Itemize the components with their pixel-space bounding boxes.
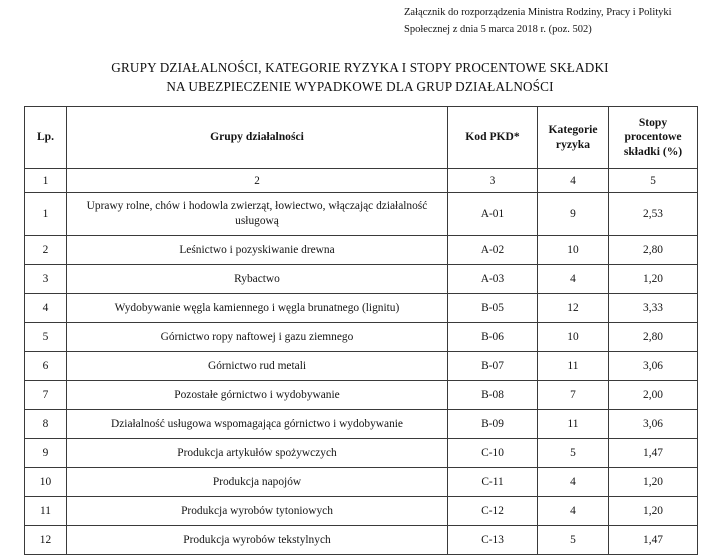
column-header-group: Grupy działalności [67, 107, 448, 169]
cell-lp: 8 [25, 410, 67, 439]
cell-lp: 4 [25, 294, 67, 323]
cell-rate: 1,20 [609, 468, 698, 497]
cell-category: 4 [538, 265, 609, 294]
column-number-1: 1 [25, 169, 67, 193]
cell-rate: 2,53 [609, 193, 698, 236]
column-header-rate-line-1: Stopy [638, 115, 668, 129]
table-row [25, 193, 698, 236]
table-row [25, 468, 698, 497]
table-body [25, 193, 698, 555]
table-header-row [25, 107, 698, 169]
table-row [25, 352, 698, 381]
cell-rate: 3,06 [609, 410, 698, 439]
column-number-4: 4 [538, 169, 609, 193]
column-header-category-line-1: Kategorie [548, 123, 598, 136]
cell-category: 4 [538, 497, 609, 526]
cell-rate: 2,00 [609, 381, 698, 410]
cell-group: Górnictwo rud metali [67, 352, 448, 381]
cell-lp: 11 [25, 497, 67, 526]
cell-category: 10 [538, 236, 609, 265]
page-title-line-2: NA UBEZPIECZENIE WYPADKOWE DLA GRUP DZIAŁALNOŚCI [166, 79, 554, 94]
cell-category: 10 [538, 323, 609, 352]
cell-lp: 1 [25, 193, 67, 236]
cell-rate: 2,80 [609, 236, 698, 265]
cell-lp: 12 [25, 526, 67, 555]
page-title [0, 58, 720, 96]
page-title-line-1: GRUPY DZIAŁALNOŚCI, KATEGORIE RYZYKA I STOPY PROCENTOWE SKŁADKI [111, 60, 609, 75]
column-header-rate [609, 107, 698, 169]
cell-lp: 6 [25, 352, 67, 381]
column-number-3: 3 [448, 169, 538, 193]
column-header-category-line-2: ryzyka [555, 137, 591, 151]
cell-group: Wydobywanie węgla kamiennego i węgla brunatnego (lignitu) [67, 294, 448, 323]
cell-pkd: C-13 [448, 526, 538, 555]
cell-category: 7 [538, 381, 609, 410]
cell-group: Leśnictwo i pozyskiwanie drewna [67, 236, 448, 265]
cell-pkd: C-11 [448, 468, 538, 497]
table-row [25, 439, 698, 468]
cell-category: 11 [538, 352, 609, 381]
cell-category: 11 [538, 410, 609, 439]
column-header-rate-line-3: składki (%) [623, 144, 683, 158]
column-header-pkd: Kod PKD* [448, 107, 538, 169]
document-reference [404, 4, 704, 38]
table-row [25, 381, 698, 410]
cell-lp: 2 [25, 236, 67, 265]
table-row [25, 526, 698, 555]
risk-table-container [24, 106, 697, 555]
cell-category: 5 [538, 439, 609, 468]
cell-pkd: C-10 [448, 439, 538, 468]
column-number-2: 2 [67, 169, 448, 193]
column-number-5: 5 [609, 169, 698, 193]
cell-group: Działalność usługowa wspomagająca górnictwo i wydobywanie [67, 410, 448, 439]
cell-lp: 7 [25, 381, 67, 410]
cell-rate: 1,20 [609, 265, 698, 294]
cell-rate: 3,06 [609, 352, 698, 381]
table-row [25, 497, 698, 526]
cell-pkd: C-12 [448, 497, 538, 526]
table-row [25, 265, 698, 294]
cell-pkd: A-01 [448, 193, 538, 236]
cell-lp: 5 [25, 323, 67, 352]
cell-group: Rybactwo [67, 265, 448, 294]
cell-category: 12 [538, 294, 609, 323]
document-reference-line-1: Załącznik do rozporządzenia Ministra Rodziny, Pracy i Polityki [404, 7, 672, 18]
cell-group: Produkcja napojów [67, 468, 448, 497]
cell-category: 9 [538, 193, 609, 236]
cell-group: Produkcja wyrobów tekstylnych [67, 526, 448, 555]
column-header-rate-line-2: procentowe [624, 130, 682, 144]
risk-rates-table [24, 106, 698, 555]
cell-group: Produkcja wyrobów tytoniowych [67, 497, 448, 526]
cell-rate: 1,47 [609, 526, 698, 555]
table-row [25, 294, 698, 323]
table-row [25, 236, 698, 265]
cell-pkd: B-09 [448, 410, 538, 439]
cell-group: Pozostałe górnictwo i wydobywanie [67, 381, 448, 410]
cell-pkd: B-08 [448, 381, 538, 410]
cell-category: 4 [538, 468, 609, 497]
document-reference-line-2: Społecznej z dnia 5 marca 2018 r. (poz. 502) [404, 24, 592, 35]
cell-group: Produkcja artykułów spożywczych [67, 439, 448, 468]
cell-lp: 9 [25, 439, 67, 468]
table-row [25, 410, 698, 439]
cell-pkd: B-06 [448, 323, 538, 352]
cell-rate: 3,33 [609, 294, 698, 323]
column-header-category [538, 107, 609, 169]
cell-group: Górnictwo ropy naftowej i gazu ziemnego [67, 323, 448, 352]
cell-pkd: B-07 [448, 352, 538, 381]
cell-lp: 10 [25, 468, 67, 497]
column-header-lp: Lp. [25, 107, 67, 169]
cell-rate: 1,47 [609, 439, 698, 468]
cell-pkd: B-05 [448, 294, 538, 323]
column-number-row [25, 169, 698, 193]
cell-rate: 1,20 [609, 497, 698, 526]
cell-rate: 2,80 [609, 323, 698, 352]
table-row [25, 323, 698, 352]
cell-lp: 3 [25, 265, 67, 294]
cell-group: Uprawy rolne, chów i hodowla zwierząt, łowiectwo, włączając działalność usługową [67, 193, 448, 236]
cell-category: 5 [538, 526, 609, 555]
cell-pkd: A-03 [448, 265, 538, 294]
cell-pkd: A-02 [448, 236, 538, 265]
